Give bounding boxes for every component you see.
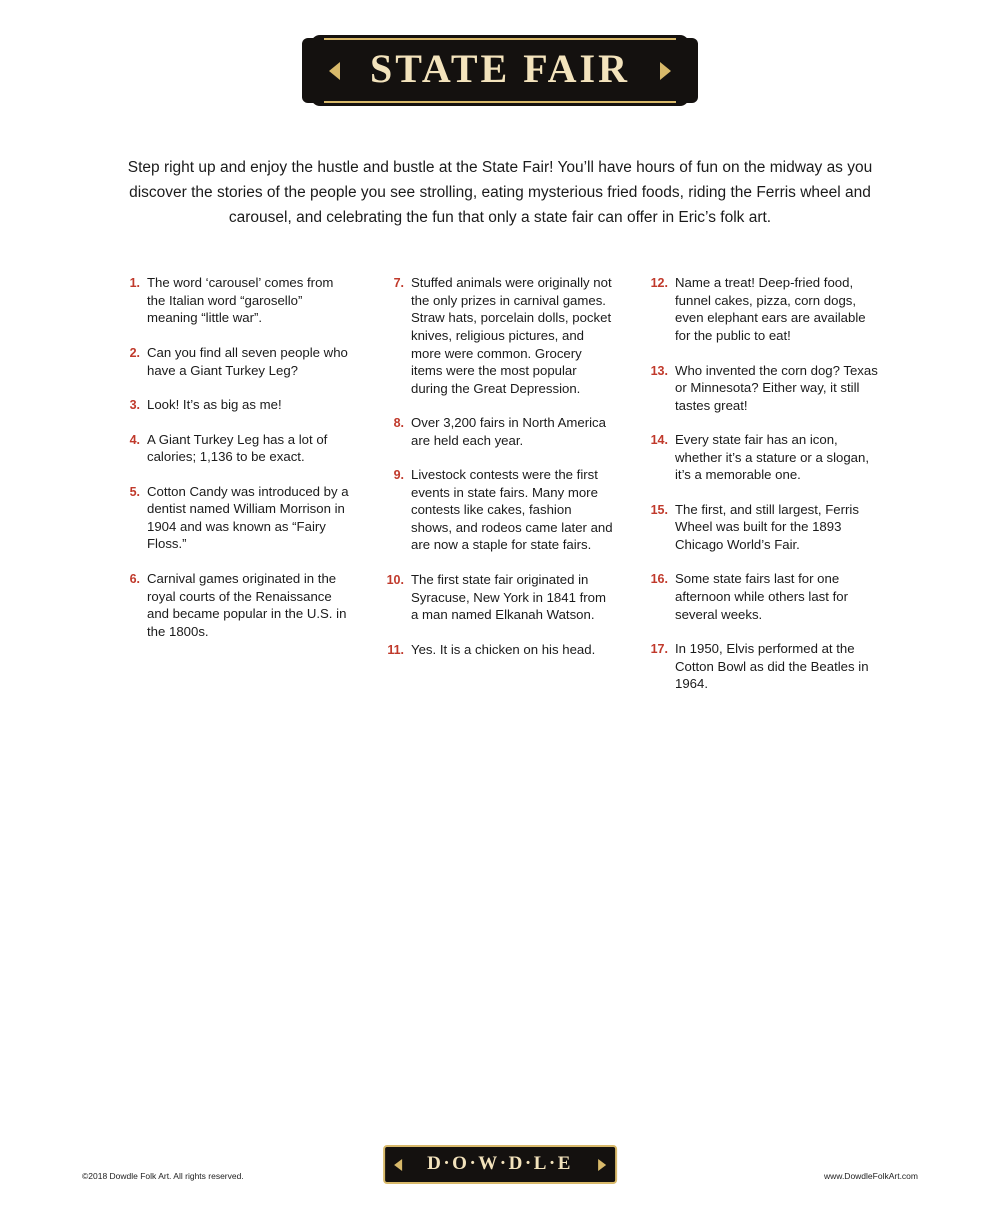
list-item bbox=[120, 431, 352, 466]
intro-paragraph: Step right up and enjoy the hustle and bustle at the State Fair! You’ll have hours of fun on the midway as you discover the stories of the people you see strolling, eating mysterious fried foods, riding the Ferris wheel and carousel, and celebrating the fun that only a state fair can offer in Eric’s folk art. bbox=[127, 159, 873, 227]
title-plaque bbox=[314, 38, 686, 103]
page-title: STATE FAIR bbox=[369, 46, 631, 91]
fact-number: 8. bbox=[393, 416, 404, 431]
arrow-right-icon bbox=[591, 1147, 613, 1182]
fact-number: 13. bbox=[650, 363, 668, 378]
fact-number: 6. bbox=[129, 571, 140, 586]
brand-plaque bbox=[383, 1145, 617, 1184]
list-item bbox=[120, 483, 352, 553]
fact-text: Carnival games originated in the royal courts of the Renaissance and became popular in the U.S. in the 1800s. bbox=[147, 570, 347, 639]
fact-number: 7. bbox=[393, 276, 404, 291]
list-item bbox=[120, 274, 352, 327]
arrow-left-icon bbox=[320, 40, 350, 101]
list-item bbox=[120, 344, 352, 379]
fact-text: Who invented the corn dog? Texas or Minnesota? Either way, it still tastes great! bbox=[675, 362, 878, 413]
list-item bbox=[120, 396, 352, 414]
fact-text: Some state fairs last for one afternoon while others last for several weeks. bbox=[675, 571, 848, 622]
list-item bbox=[648, 640, 880, 693]
fact-number: 12. bbox=[650, 276, 668, 291]
fact-text: The word ‘carousel’ comes from the Italian word “garosello” meaning “little war”. bbox=[147, 275, 334, 326]
fact-number: 14. bbox=[650, 433, 668, 448]
brand-name: D·O·W·D·L·E bbox=[427, 1153, 573, 1174]
header-banner bbox=[0, 38, 1000, 103]
facts-column-3 bbox=[648, 274, 880, 709]
list-item bbox=[384, 466, 616, 554]
fact-number: 11. bbox=[387, 642, 404, 657]
list-item bbox=[384, 274, 616, 397]
fact-text: Look! It’s as big as me! bbox=[147, 397, 282, 413]
fact-number: 15. bbox=[650, 502, 668, 517]
list-item bbox=[648, 274, 880, 344]
fact-number: 16. bbox=[650, 572, 668, 587]
fact-text: Every state fair has an icon, whether it’s a stature or a slogan, it’s a memorable one. bbox=[675, 432, 870, 483]
fact-text: Cotton Candy was introduced by a dentist named William Morrison in 1904 and was known as “Fairy Floss.” bbox=[147, 483, 349, 552]
fact-text: A Giant Turkey Leg has a lot of calories; 1,136 to be exact. bbox=[147, 431, 328, 465]
fact-text: The first state fair originated in Syracuse, New York in 1841 from a man named Elkanah Watson. bbox=[411, 571, 606, 623]
fact-number: 1. bbox=[129, 276, 140, 291]
list-item bbox=[384, 414, 616, 449]
copyright-text: ©2018 Dowdle Folk Art. All rights reserved. bbox=[82, 1171, 244, 1181]
fact-text: Can you find all seven people who have a Giant Turkey Leg? bbox=[147, 344, 348, 378]
facts-column-2 bbox=[384, 274, 616, 675]
fact-text: Yes. It is a chicken on his head. bbox=[411, 641, 596, 657]
fact-text: Name a treat! Deep-fried food, funnel cakes, pizza, corn dogs, even elephant ears are available for the public to eat! bbox=[675, 275, 866, 343]
fact-number: 3. bbox=[129, 398, 140, 413]
fact-text: Stuffed animals were originally not the only prizes in carnival games. Straw hats, porcelain dolls, pocket knives, religious pictures, and more were common. Grocery items were the most popular during the Great Depression. bbox=[411, 275, 612, 396]
facts-columns bbox=[120, 274, 880, 709]
fact-number: 5. bbox=[129, 484, 140, 499]
list-item bbox=[648, 501, 880, 554]
arrow-right-icon bbox=[650, 40, 680, 101]
arrow-left-icon bbox=[387, 1147, 409, 1182]
fact-number: 4. bbox=[129, 432, 140, 447]
fact-number: 9. bbox=[393, 468, 404, 483]
fact-number: 2. bbox=[129, 345, 140, 360]
list-item bbox=[648, 570, 880, 623]
list-item bbox=[648, 431, 880, 484]
fact-number: 17. bbox=[650, 642, 668, 657]
list-item bbox=[120, 570, 352, 640]
fact-text: Livestock contests were the first events in state fairs. Many more contests like cakes, fashion shows, and rodeos came later and are now a staple for state fairs. bbox=[411, 467, 613, 553]
list-item bbox=[384, 571, 616, 624]
fact-text: The first, and still largest, Ferris Wheel was built for the 1893 Chicago World’s Fair. bbox=[675, 501, 859, 552]
fact-text: In 1950, Elvis performed at the Cotton Bowl as did the Beatles in 1964. bbox=[675, 641, 869, 692]
fact-text: Over 3,200 fairs in North America are held each year. bbox=[411, 415, 606, 448]
page-footer bbox=[0, 1145, 1000, 1191]
website-link[interactable]: www.DowdleFolkArt.com bbox=[824, 1171, 918, 1181]
fact-number: 10. bbox=[386, 572, 404, 587]
facts-column-1 bbox=[120, 274, 352, 657]
list-item bbox=[384, 641, 616, 659]
list-item bbox=[648, 362, 880, 415]
